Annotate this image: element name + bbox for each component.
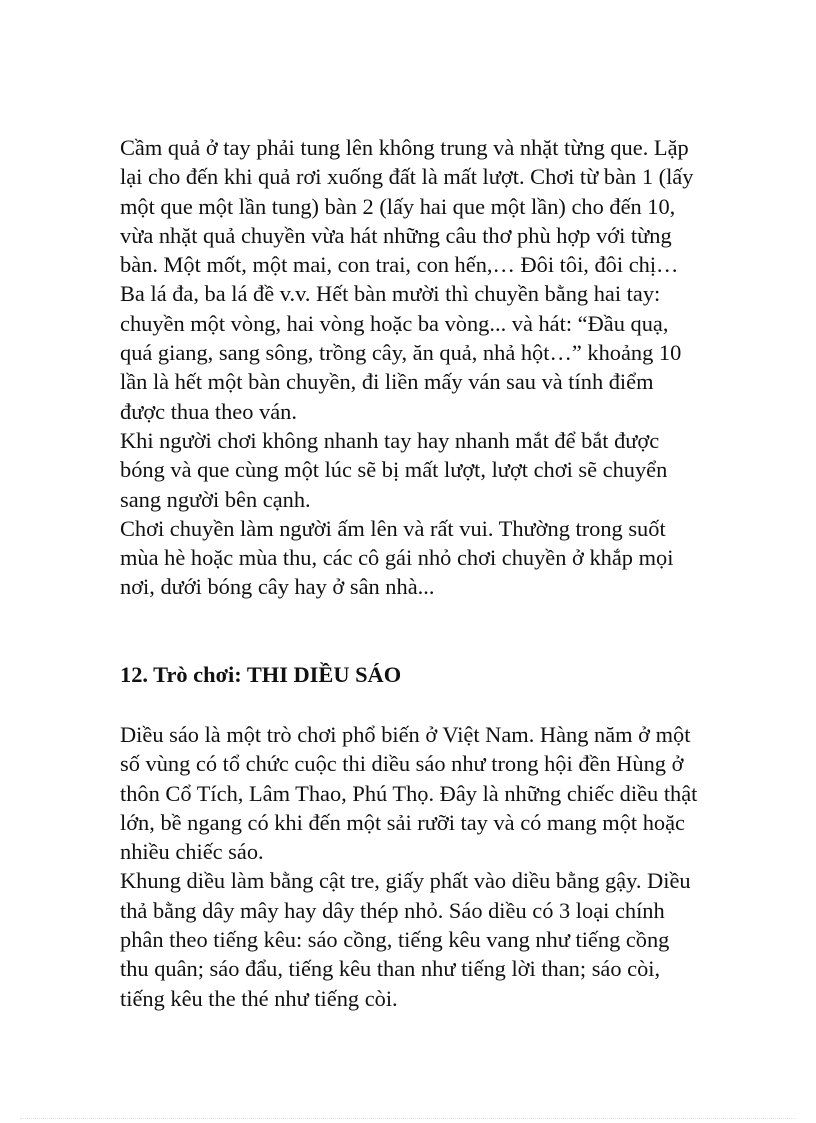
text-line: lớn, bề ngang có khi đến một sải rưỡi tay và có mang một hoặc (120, 809, 685, 835)
text-line: Diều sáo là một trò chơi phổ biến ở Việt Nam. Hàng năm ở một (120, 722, 691, 747)
text-line: Chơi chuyền làm người ấm lên và rất vui. Thường trong suốt (120, 515, 666, 541)
text-line: bóng và que cùng một lúc sẽ bị mất lượt, lượt chơi sẽ chuyển (120, 457, 668, 483)
text-line: tiếng kêu the thé như tiếng còi. (120, 985, 398, 1011)
text-line: thu quân; sáo đẩu, tiếng kêu than như tiếng lời than; sáo còi, (120, 956, 661, 982)
section-heading: 12. Trò chơi: THI DIỀU SÁO (120, 662, 402, 687)
text-line: nơi, dưới bóng cây hay ở sân nhà... (120, 574, 435, 600)
text-line: Cầm quả ở tay phải tung lên không trung và nhặt từng que. Lặp (120, 135, 689, 160)
text-line: chuyền một vòng, hai vòng hoặc ba vòng... và hát: “Đầu quạ, (120, 310, 669, 336)
text-line: Khung diều làm bằng cật tre, giấy phất vào diều bằng gậy. Diều (120, 868, 691, 894)
text-line: vừa nhặt quả chuyền vừa hát những câu thơ phù hợp với từng (120, 222, 672, 248)
body-text-section-1 (120, 133, 760, 602)
text-line: bàn. Một mốt, một mai, con trai, con hến,… Đôi tôi, đôi chị… (120, 252, 679, 278)
text-line: số vùng có tổ chức cuộc thi diều sáo như trong hội đền Hùng ở (120, 751, 684, 777)
text-line: quá giang, sang sông, trồng cây, ăn quả, nhả hột…” khoảng 10 (120, 340, 682, 366)
text-line: lần là hết một bàn chuyền, đi liền mấy ván sau và tính điểm (120, 369, 654, 395)
body-text-section-2 (120, 720, 760, 1013)
text-line: sang người bên cạnh. (120, 486, 311, 512)
text-line: một que một lần tung) bàn 2 (lấy hai que một lần) cho đến 10, (120, 193, 676, 219)
text-line: lại cho đến khi quả rơi xuống đất là mất lượt. Chơi từ bàn 1 (lấy (120, 164, 694, 190)
text-line: nhiều chiếc sáo. (120, 839, 264, 865)
page-bottom-divider (20, 1118, 796, 1119)
text-line: phân theo tiếng kêu: sáo cồng, tiếng kêu vang như tiếng cồng (120, 927, 670, 953)
text-line: mùa hè hoặc mùa thu, các cô gái nhỏ chơi chuyền ở khắp mọi (120, 545, 674, 571)
text-line: thả bằng dây mây hay dây thép nhỏ. Sáo diều có 3 loại chính (120, 897, 665, 923)
text-line: Ba lá đa, ba lá đề v.v. Hết bàn mười thì chuyền bằng hai tay: (120, 281, 661, 307)
text-line: thôn Cổ Tích, Lâm Thao, Phú Thọ. Đây là những chiếc diều thật (120, 780, 698, 806)
text-line: được thua theo ván. (120, 398, 297, 424)
text-line: Khi người chơi không nhanh tay hay nhanh mắt để bắt được (120, 427, 660, 453)
